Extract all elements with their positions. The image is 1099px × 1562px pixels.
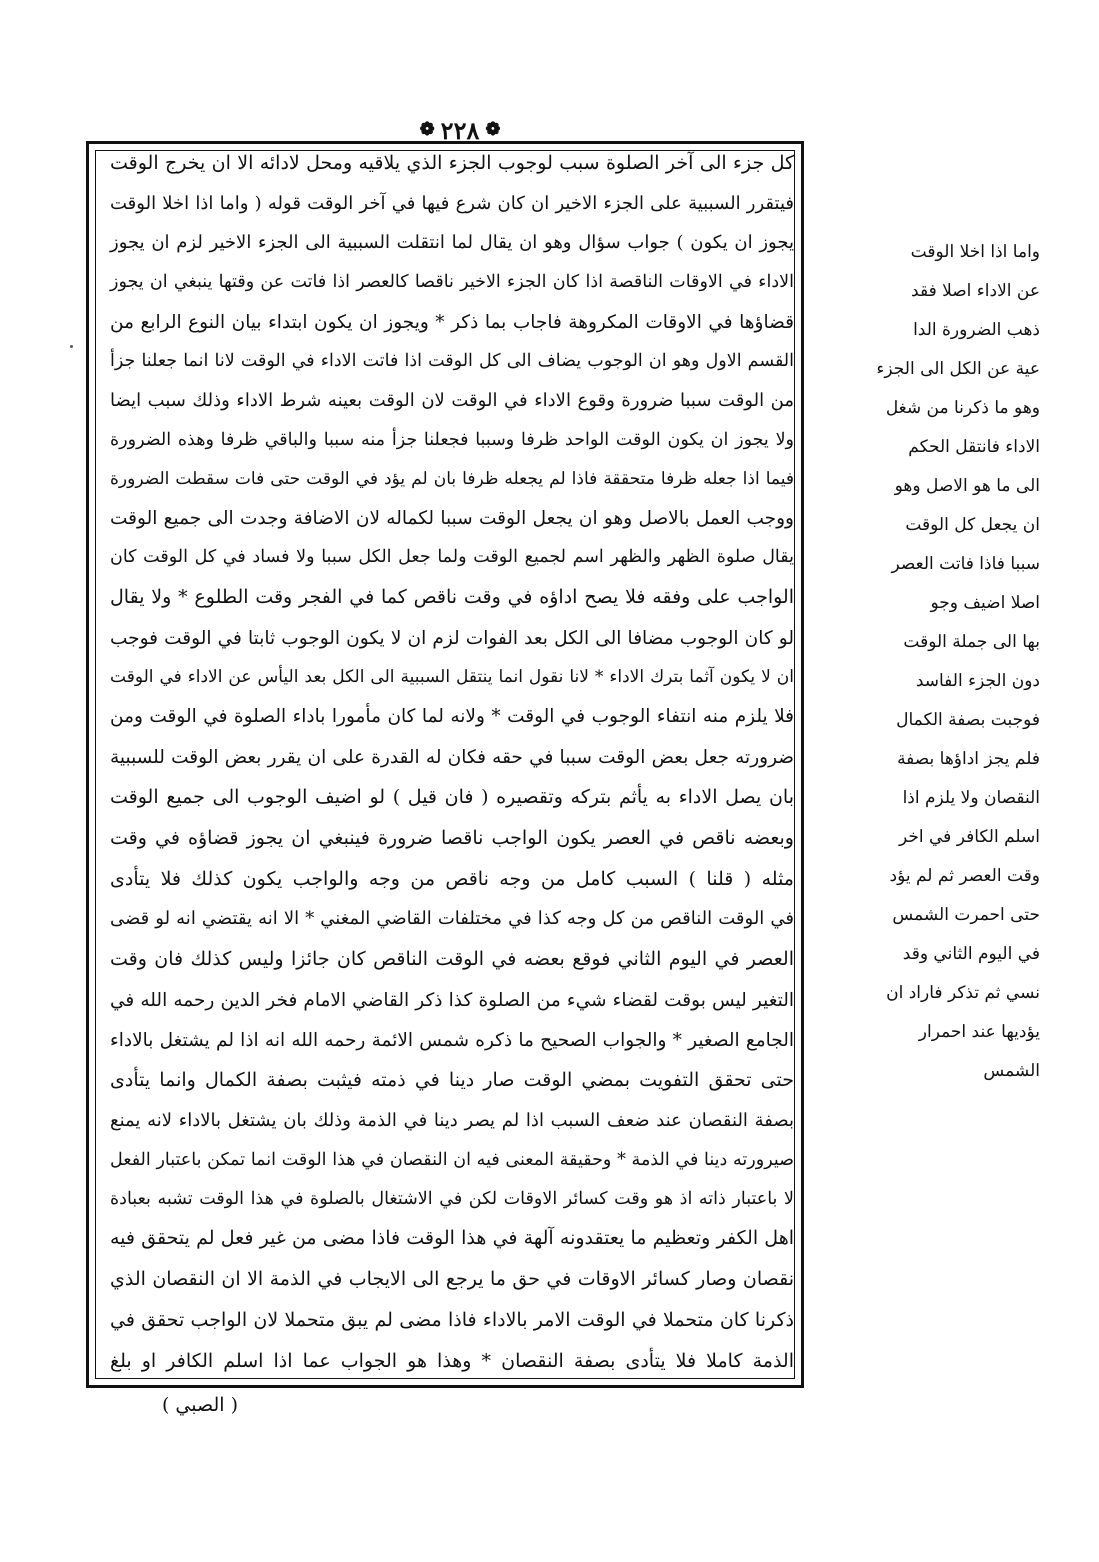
- catchword: ( الصبي ): [161, 1394, 239, 1416]
- main-text-line: مثله ( قلنا ) السبب كامل من وجه ناقص من وجه والواجب يكون كذلك فلا يتأدى: [110, 867, 794, 890]
- main-text-line: العصر في اليوم الثاني فوقع بعضه في الوقت الناقص كان جائزا وليس كذلك فان وقت: [110, 947, 794, 970]
- margin-note-line: دون الجزء الفاسد: [915, 670, 1040, 691]
- margin-note-line: فوجبت بصفة الكمال: [896, 709, 1040, 730]
- margin-note-line: ذهب الضرورة الدا: [913, 319, 1040, 340]
- margin-note-line: وقت العصر ثم لم يؤد: [889, 865, 1040, 886]
- main-text-line: وبعضه ناقص في العصر يكون الواجب ناقصا ضرورة فينبغي ان يجوز قضاؤه في وقت: [110, 826, 794, 849]
- margin-note-line: واما اذا اخلا الوقت: [910, 242, 1040, 262]
- main-text-line: يجوز ان يكون ) جواب سؤال وهو ان يقال لما انتقلت السببية الى الجزء الاخير لزم ان يجوز: [110, 232, 794, 254]
- margin-note-line: الشمس: [983, 1060, 1040, 1081]
- main-text-line: ولا يجوز ان يكون الوقت الواحد ظرفا وسببا فجعلنا جزأ منه سببا والباقي ظرفا وهذه الضرورة: [110, 429, 794, 450]
- main-text-line: ذكرنا كان متحملا في الوقت الامر بالاداء فاذا مضى لم يبق متحملا لان الواجب تحقق في: [110, 1309, 794, 1332]
- main-text-line: قضاؤها في الاوقات المكروهة فاجاب بما ذكر * ويجوز ان يكون ابتداء بيان النوع الرابع من: [110, 311, 794, 333]
- margin-note-line: في اليوم الثاني وقد: [902, 943, 1040, 964]
- main-text-line: القسم الاول وهو ان الوجوب يضاف الى كل الوقت اذا فاتت الاداء في الوقت لانا انما جعلنا جزأ: [110, 351, 794, 372]
- main-text-line: حتى تحقق التفويت بمضي الوقت صار دينا في ذمته فيثبت بصفة الكمال وانما يتأدى: [110, 1069, 794, 1092]
- main-text-line: لو كان الوجوب مضافا الى الكل بعد الفوات لزم ان لا يكون الوجوب ثابتا في الوقت فوجب: [110, 627, 794, 649]
- ornament-icon: ❁: [419, 119, 435, 140]
- main-text-line: الذمة كاملا فلا يتأدى بصفة النقصان * وهذا هو الجواب عما اذا اسلم الكافر او بلغ: [110, 1349, 794, 1372]
- ornament-icon: ❁: [485, 119, 501, 140]
- main-text-line: اهل الكفر وتعظيم ما يعتقدونه آلهة في هذا الوقت فاذا مضى من غير فعل لم يتحقق فيه: [110, 1227, 794, 1250]
- main-text-line: ضرورته جعل بعض الوقت سببا في حقه فكان له القدرة على ان يقرر بعض الوقت للسببية: [110, 746, 794, 768]
- main-text-line: الجامع الصغير * والجواب الصحيح ما ذكره شمس الائمة رحمه الله انه اذا لم يشتغل بالاداء: [110, 1029, 794, 1051]
- margin-note-line: النقصان ولا يلزم اذا: [902, 787, 1040, 808]
- main-text-line: التغير ليس بوقت لقضاء شيء من الصلوة كذا ذكر القاضي الامام فخر الدين رحمه الله في: [110, 989, 794, 1011]
- main-text-line: من الوقت سببا ضرورة وقوع الاداء في الوقت لان الوقت بعينه شرط الاداء وذلك سبب ايضا: [110, 390, 794, 412]
- main-text-line: في الوقت الناقص من كل وجه كذا في مختلفات القاضي المغني * الا انه يقتضي انه لو قضى: [110, 908, 794, 930]
- main-text-line: بان يصل الاداء به يأثم بتركه وتقصيره ( فان قيل ) لو اضيف الوجوب الى جميع الوقت: [110, 785, 794, 808]
- margin-note: [815, 242, 1040, 1082]
- margin-note-line: بها الى جملة الوقت: [903, 631, 1040, 652]
- stray-ink-mark: [70, 345, 73, 348]
- main-text-line: نقصان وصار كسائر الاوقات في حق ما يرجع الى الايجاب في الذمة الا ان النقصان الذي: [110, 1268, 794, 1291]
- margin-note-line: نسي ثم تذكر فاراد ان: [886, 982, 1040, 1003]
- main-text-line: ان لا يكون آثما بترك الاداء * لانا نقول انما ينتقل السببية الى الكل بعد اليأس عن الاداء في الوقت: [110, 667, 794, 688]
- margin-note-line: فلم يجز اداؤها بصفة: [897, 748, 1040, 769]
- margin-note-line: وهو ما ذكرنا من شغل: [885, 397, 1040, 418]
- main-text-line: لا باعتبار ذاته اذ هو وقت كسائر الاوقات لكن في الاشتغال بالصلوة في هذا الوقت تشبه بعبادة: [110, 1188, 794, 1209]
- margin-note-line: الى ما هو الاصل وهو: [894, 475, 1040, 496]
- margin-note-line: اصلا اضيف وجو: [930, 592, 1040, 613]
- main-text-line: بصفة النقصان عند ضعف السبب اذا لم يصر دينا في الذمة وذلك بان يشتغل بالاداء لانه يمنع: [110, 1110, 794, 1131]
- main-text-line: فيتقرر السببية على الجزء الاخير ان كان شرع فيها في آخر الوقت قوله ( واما اذا اخلا الوقت: [110, 192, 794, 214]
- main-text-line: الاداء في الاوقات الناقصة اذا كان الجزء الاخير ناقصا كالعصر اذا فاتت عن وقتها ينبغي ان يجوز: [110, 271, 794, 292]
- margin-note-line: الاداء فانتقل الحكم: [908, 436, 1040, 457]
- main-text-line: صيرورته دينا في الذمة * وحقيقة المعنى فيه ان النقصان في هذا الوقت انما تمكن باعتبار الفعل: [110, 1149, 794, 1170]
- main-text-block: [110, 152, 794, 1374]
- page-number: ٢٢٨: [440, 115, 480, 145]
- main-text-line: فيما اذا جعله ظرفا متحققة فاذا لم يجعله ظرفا بان لم يؤد في الوقت حتى فات سقطت الضرورة: [110, 468, 794, 489]
- main-text-line: الواجب على وفقه فلا يصح اداؤه في وقت ناقص كما في الفجر وقت الطلوع * ولا يقال: [110, 586, 794, 609]
- main-text-line: فلا يلزم منه انتفاء الوجوب في الوقت * ولانه لما كان مأمورا باداء الصلوة في الوقت ومن: [110, 706, 794, 728]
- margin-note-line: اسلم الكافر في اخر: [898, 826, 1040, 847]
- main-text-line: يقال صلوة الظهر والظهر اسم لجميع الوقت ولما جعل الكل سببا ولا فساد في كل الوقت كان: [110, 547, 794, 568]
- margin-note-line: حتى احمرت الشمس: [892, 904, 1040, 925]
- margin-note-line: يؤديها عند احمرار: [918, 1021, 1040, 1042]
- margin-note-line: سببا فاذا فاتت العصر: [891, 553, 1040, 574]
- main-text-line: كل جزء الى آخر الصلوة سبب لوجوب الجزء الذي يلاقيه ومحل لادائه الا ان يخرج الوقت: [110, 152, 794, 174]
- margin-note-line: عن الاداء اصلا فقد: [911, 280, 1040, 301]
- margin-note-line: عية عن الكل الى الجزء: [876, 358, 1040, 379]
- main-text-line: ووجب العمل بالاصل وهو ان يجعل الوقت سببا لكماله لان الاضافة وجدت الى جميع الوقت: [110, 507, 794, 529]
- margin-note-line: ان يجعل كل الوقت: [905, 514, 1040, 535]
